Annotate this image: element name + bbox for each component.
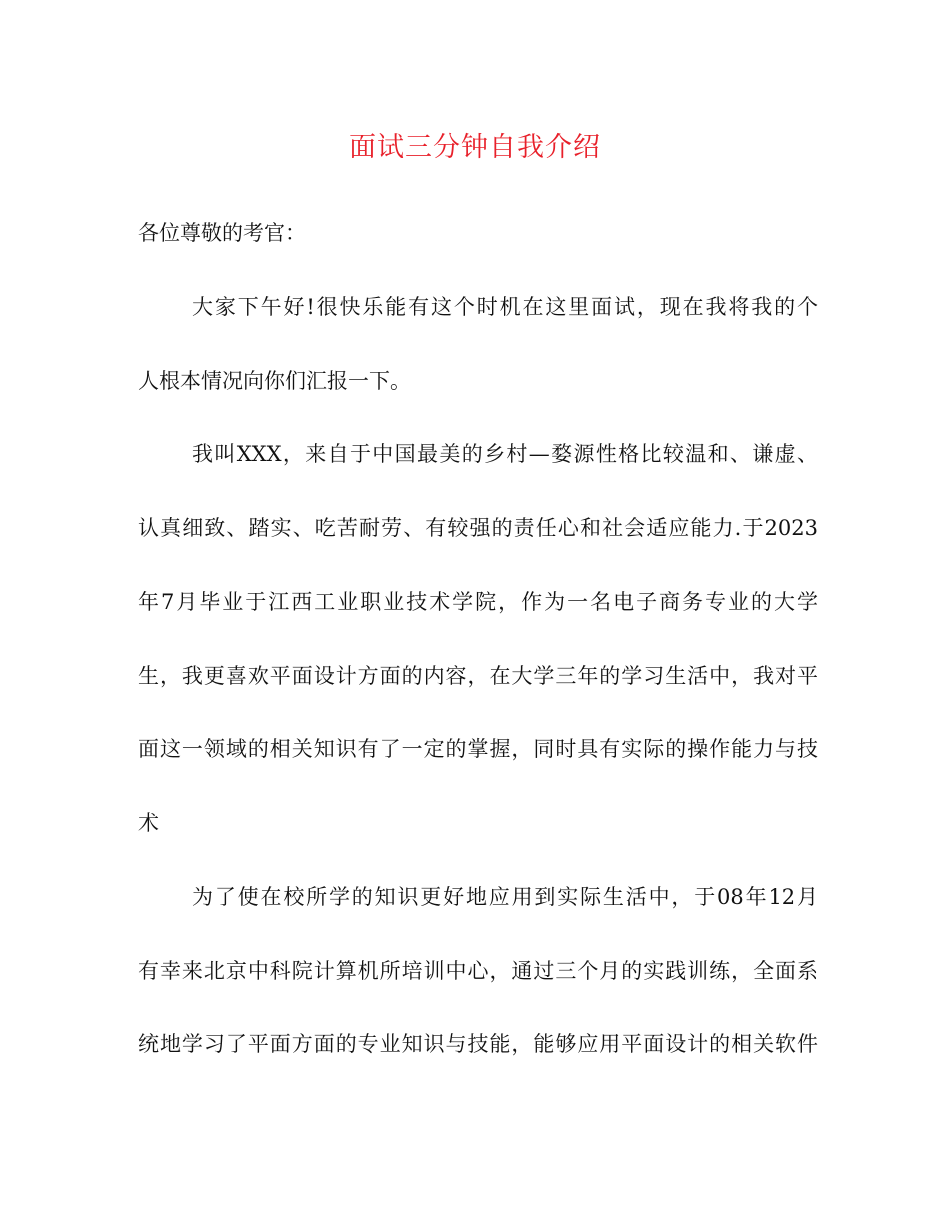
- paragraph-line: 人根本情况向你们汇报一下。: [138, 369, 411, 393]
- paragraph-line: 认真细致、踏实、吃苦耐劳、有较强的责任心和社会适应能力.于2023: [138, 516, 818, 540]
- paragraph-line: 统地学习了平面方面的专业知识与技能，能够应用平面设计的相关软件: [138, 1032, 818, 1056]
- paragraph-line: 我叫XXX，来自于中国最美的乡村—婺源性格比较温和、谦虚、: [192, 442, 818, 466]
- paragraph-line: 大家下午好!很快乐能有这个时机在这里面试，现在我将我的个: [192, 295, 818, 319]
- paragraph-line: 有幸来北京中科院计算机所培训中心，通过三个月的实践训练，全面系: [138, 959, 818, 983]
- paragraph-line: 术: [138, 811, 159, 835]
- paragraph-line: 年7月毕业于江西工业职业技术学院，作为一名电子商务专业的大学: [138, 590, 818, 614]
- greeting-line: 各位尊敬的考官：: [138, 221, 306, 245]
- document-title: 面试三分钟自我介绍: [349, 132, 601, 163]
- paragraph-line: 面这一领域的相关知识有了一定的掌握，同时具有实际的操作能力与技: [138, 737, 818, 761]
- paragraph-line: 生，我更喜欢平面设计方面的内容，在大学三年的学习生活中，我对平: [138, 664, 818, 688]
- paragraph-line: 为了使在校所学的知识更好地应用到实际生活中，于08年12月: [192, 885, 818, 909]
